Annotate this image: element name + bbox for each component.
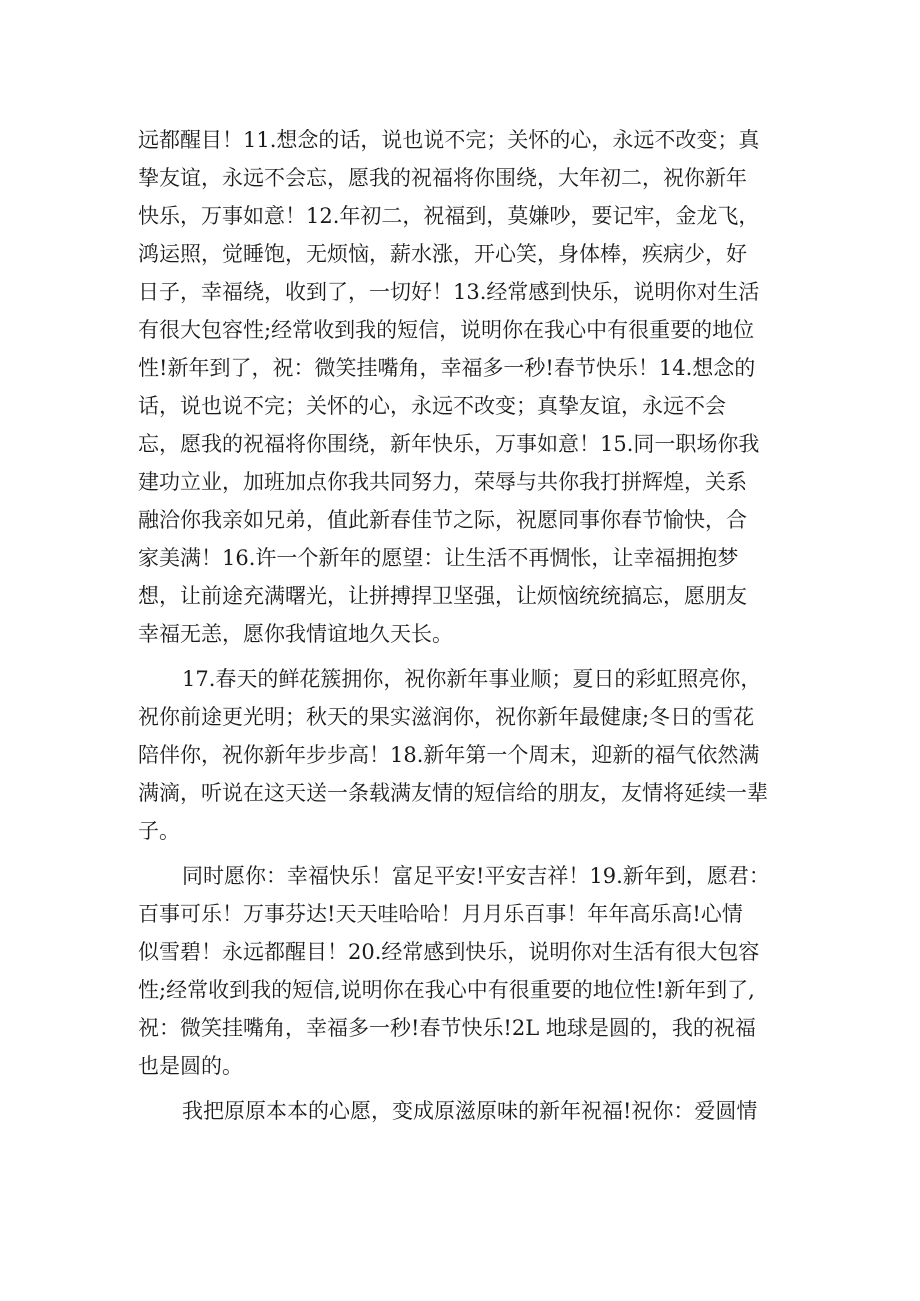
text-line: 我把原原本本的心愿，变成原滋原味的新年祝福!祝你：爱圆情 xyxy=(182,1099,758,1123)
paragraph-4 xyxy=(138,1092,798,1130)
text-line: 同时愿你：幸福快乐！富足平安!平安吉祥！19.新年到，愿君： xyxy=(182,864,770,888)
text-line: 快乐，万事如意！12.年初二，祝福到，莫嫌吵，要记牢，金龙飞， xyxy=(138,204,760,228)
text-line: 幸福无恙，愿你我情谊地久天长。 xyxy=(138,622,453,646)
text-line: 百事可乐！万事芬达!天天哇哈哈！月月乐百事！年年高乐高!心情 xyxy=(138,902,743,926)
text-line: 远都醒目！11.想念的话，说也说不完；关怀的心，永远不改变；真 xyxy=(138,128,760,152)
text-line: 家美满！16.许一个新年的愿望：让生活不再惆怅，让幸福拥抱梦 xyxy=(138,546,739,570)
text-line: 也是圆的。 xyxy=(138,1054,243,1078)
text-line: 祝你前途更光明；秋天的果实滋润你，祝你新年最健康;冬日的雪花 xyxy=(138,705,755,729)
text-line: 性;经常收到我的短信,说明你在我心中有很重要的地位性!新年到了, xyxy=(138,978,755,1002)
paragraph-1 xyxy=(138,121,798,653)
text-line: 建功立业，加班加点你我共同努力，荣辱与共你我打拼辉煌，关系 xyxy=(138,470,747,494)
text-line: 子。 xyxy=(138,819,180,843)
text-line: 满滴，听说在这天送一条载满友情的短信给的朋友，友情将延续一辈 xyxy=(138,781,768,805)
text-column xyxy=(138,121,798,1130)
text-line: 祝：微笑挂嘴角，幸福多一秒!春节快乐!2L 地球是圆的，我的祝福 xyxy=(138,1016,756,1040)
paragraph-gap xyxy=(138,653,798,660)
paragraph-gap xyxy=(138,1085,798,1092)
paragraph-3 xyxy=(138,857,798,1085)
text-line: 融洽你我亲如兄弟，值此新春佳节之际，祝愿同事你春节愉快，合 xyxy=(138,508,747,532)
text-line: 鸿运照，觉睡饱，无烦恼，薪水涨，开心笑，身体棒，疾病少，好 xyxy=(138,242,747,266)
text-line: 挚友谊，永远不会忘，愿我的祝福将你围绕，大年初二，祝你新年 xyxy=(138,166,747,190)
text-line: 忘，愿我的祝福将你围绕，新年快乐，万事如意！15.同一职场你我 xyxy=(138,432,760,456)
text-line: 日子，幸福绕，收到了，一切好！13.经常感到快乐，说明你对生活 xyxy=(138,280,760,304)
text-line: 有很大包容性;经常收到我的短信，说明你在我心中有很重要的地位 xyxy=(138,318,755,342)
text-line: 话，说也说不完；关怀的心，永远不改变；真挚友谊，永远不会 xyxy=(138,394,726,418)
text-line: 似雪碧！永远都醒目！20.经常感到快乐，说明你对生活有很大包容 xyxy=(138,940,760,964)
paragraph-2 xyxy=(138,660,798,850)
text-line: 想，让前途充满曙光，让拼搏捍卫坚强，让烦恼统统搞忘，愿朋友 xyxy=(138,584,747,608)
paragraph-gap xyxy=(138,850,798,857)
text-line: 17.春天的鲜花簇拥你，祝你新年事业顺；夏日的彩虹照亮你， xyxy=(182,667,762,691)
text-line: 陪伴你，祝你新年步步高！18.新年第一个周末，迎新的福气依然满 xyxy=(138,743,760,767)
text-line: 性!新年到了，祝：微笑挂嘴角，幸福多一秒!春节快乐！14.想念的 xyxy=(138,356,756,380)
